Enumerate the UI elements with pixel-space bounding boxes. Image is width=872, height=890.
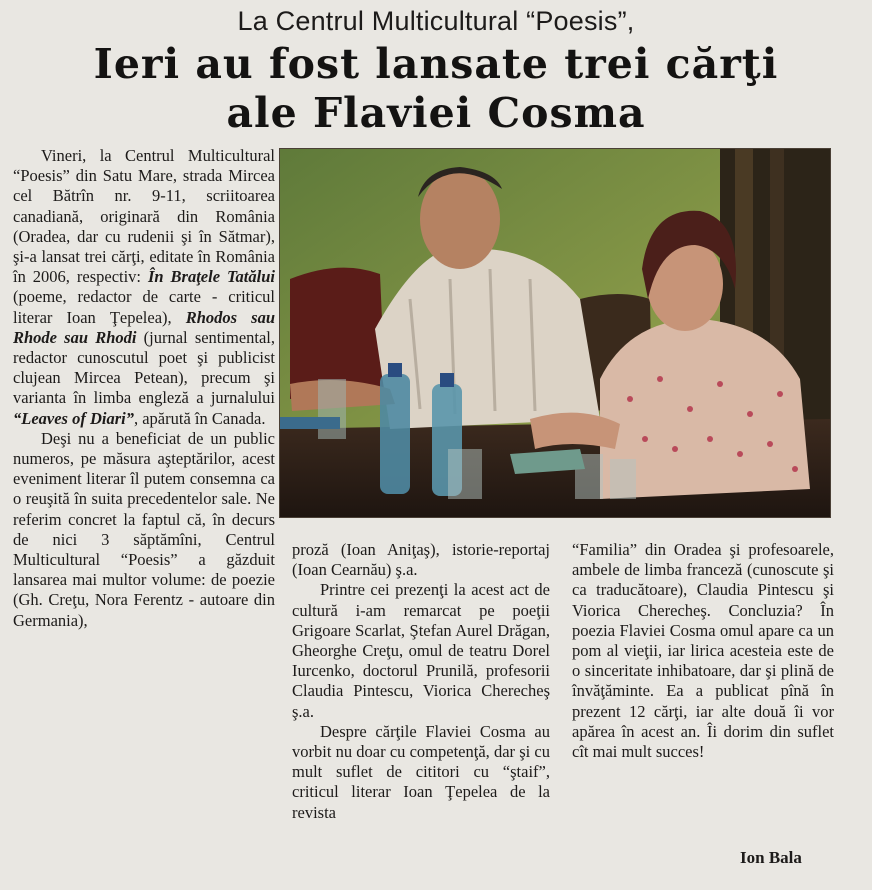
book-title-2: Rhodos sau Rhode sau Rhodi: [13, 307, 275, 347]
book-title-3: “Leaves of Diari”: [13, 408, 134, 428]
column-2: [292, 540, 550, 823]
col3-paragraph-1: “Familia” din Oradea şi profesoarele, ambele de limba franceză (cunoscute şi ca traducătoare), Claudia Pintescu şi Viorica Cherecheş. Concluzia? În poezia Flaviei Cosma omul apare ca un pom al vieţii, iar lirica acesteia este de o sinceritate inhibatoare, dar şi plină de învăţăminte. Ea a publicat pînă în prezent 12 cărţi, iar alte două îi vor apărea în acest an. Îi dorim din suflet cît mai mult succes!: [572, 540, 834, 762]
col2-paragraph-2: Printre cei prezenţi la acest act de cultură i-am remarcat pe poeţii Grigoare Scarlat, Ştefan Aurel Drăgan, Gheorghe Creţu, omul de teatru Dorel Iurcenko, doctorul Prunilă, profesorii Claudia Pintescu, Viorica Cherecheş ş.a.: [292, 580, 550, 721]
headline-line-1: Ieri au fost lansate trei cărţi: [93, 40, 779, 88]
column-1: [13, 146, 275, 631]
col2-paragraph-3: Despre cărţile Flaviei Cosma au vorbit nu doar cu competenţă, dar şi cu mult suflet de cititori cu “ştaif”, criticul literar Ioan Ţepelea de la revista: [292, 721, 550, 822]
article-photo: [279, 148, 831, 518]
col1-text-c: (jurnal sentimental, redactor cunoscutul poet şi publicist clujean Mircea Petean), precum şi varianta în limba engleză a jurnalului: [13, 327, 276, 408]
col1-text-d: , apărută în Canada.: [133, 408, 266, 428]
article-kicker: La Centrul Multicultural “Poesis”,: [237, 6, 635, 36]
article-author: Ion Bala: [740, 848, 802, 867]
headline-line-2: ale Flaviei Cosma: [226, 89, 646, 137]
col1-text-a: Vineri, la Centrul Multicultural “Poesis” din Satu Mare, strada Mircea cel Bătrîn nr. 9-11, scriitoarea canadiană, originară din România (Oradea, dar cu rudenii şi în Sătmar), şi-a lansat trei cărţi, editate în România în 2006, respectiv:: [13, 146, 275, 287]
col1-paragraph-2: Deşi nu a beneficiat de un public numeros, pe măsura aşteptărilor, acest eveniment literar îl putem consemna ca o reuşită în suita precedentelor sale. Ne referim concret la faptul că, în decurs de nici 3 săptămîni, Centrul Multicultural “Poesis” a găzduit lansarea mai multor volume: de poezie (Gh. Creţu, Nora Ferentz - autoare din Germania),: [13, 428, 275, 630]
column-3: [572, 540, 834, 762]
article-headline: [0, 40, 872, 138]
book-title-1: În Braţele Tatălui: [147, 267, 275, 287]
col2-paragraph-1: proză (Ioan Aniţaş), istorie-reportaj (Ioan Cearnău) ş.a.: [292, 540, 550, 580]
col1-paragraph-1: [13, 146, 275, 429]
col1-text-b: (poeme, redactor de carte - criticul literar Ioan Ţepelea),: [13, 287, 275, 327]
